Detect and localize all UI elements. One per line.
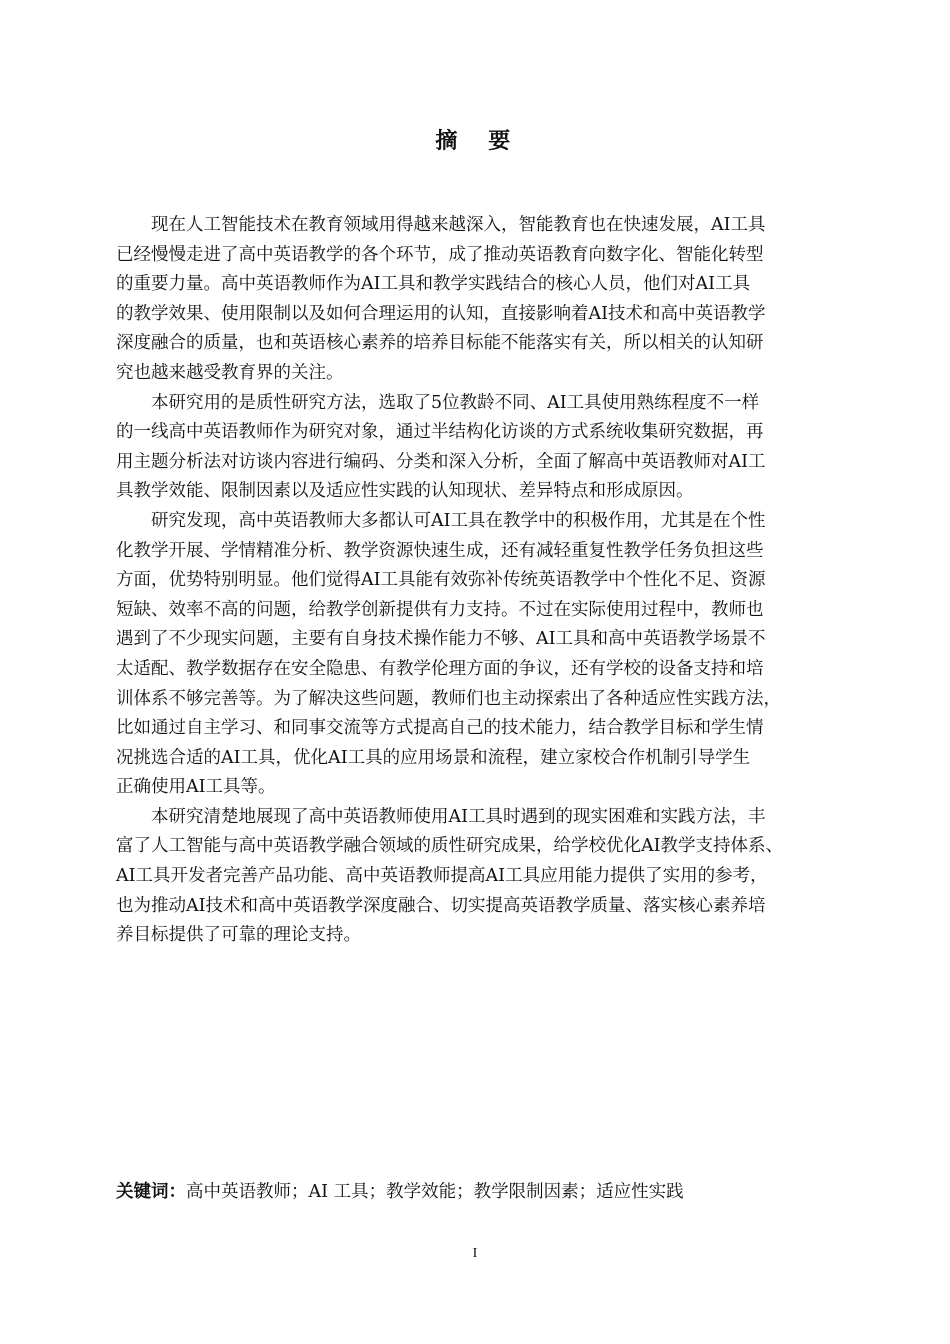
- paragraph-line: 太适配、教学数据存在安全隐患、有教学伦理方面的争议，还有学校的设备支持和培: [116, 658, 764, 679]
- abstract-paragraph: [116, 507, 836, 803]
- paragraph-line: 也为推动AI技术和高中英语教学深度融合、切实提高英语教学质量、落实核心素养培: [116, 895, 766, 916]
- abstract-paragraph: [116, 211, 836, 389]
- paragraph-line: 已经慢慢走进了高中英语教学的各个环节，成了推动英语教育向数字化、智能化转型: [116, 244, 764, 265]
- paragraph-line: 养目标提供了可靠的理论支持。: [116, 925, 361, 946]
- paragraph-line: 富了人工智能与高中英语教学融合领域的质性研究成果，给学校优化AI教学支持体系、: [116, 836, 784, 857]
- page-number: I: [472, 1246, 478, 1261]
- abstract-paragraph: [116, 389, 836, 507]
- keywords-text: 高中英语教师；AI 工具；教学效能；教学限制因素；适应性实践: [186, 1182, 684, 1202]
- keywords-label: 关键词：: [116, 1182, 186, 1202]
- paragraph-line: 正确使用AI工具等。: [116, 777, 276, 798]
- paragraph-line: 究也越来越受教育界的关注。: [116, 362, 344, 383]
- abstract-paragraph: [116, 803, 836, 951]
- paragraph-line: 化教学开展、学情精准分析、教学资源快速生成，还有减轻重复性教学任务负担这些: [116, 540, 764, 561]
- paragraph-line: 研究发现，高中英语教师大多都认可AI工具在教学中的积极作用，尤其是在个性: [151, 510, 766, 531]
- paragraph-line: 具教学效能、限制因素以及适应性实践的认知现状、差异特点和形成原因。: [116, 481, 694, 502]
- paragraph-line: AI工具开发者完善产品功能、高中英语教师提高AI工具应用能力提供了实用的参考，: [116, 866, 768, 887]
- paragraph-line: 的教学效果、使用限制以及如何合理运用的认知，直接影响着AI技术和高中英语教学: [116, 303, 766, 324]
- keywords-line: [116, 1178, 684, 1203]
- paragraph-line: 比如通过自主学习、和同事交流等方式提高自己的技术能力，结合教学目标和学生情: [116, 718, 764, 739]
- paragraph-line: 的一线高中英语教师作为研究对象，通过半结构化访谈的方式系统收集研究数据，再: [116, 422, 764, 443]
- paragraph-line: 方面，优势特别明显。他们觉得AI工具能有效弥补传统英语教学中个性化不足、资源: [116, 570, 766, 591]
- abstract-body: [116, 211, 836, 951]
- paragraph-line: 本研究用的是质性研究方法，选取了5位教龄不同、AI工具使用熟练程度不一样: [151, 392, 760, 413]
- paragraph-line: 本研究清楚地展现了高中英语教师使用AI工具时遇到的现实困难和实践方法，丰: [151, 806, 766, 827]
- paragraph-line: 用主题分析法对访谈内容进行编码、分类和深入分析，全面了解高中英语教师对AI工: [116, 451, 766, 472]
- paragraph-line: 遇到了不少现实问题，主要有自身技术操作能力不够、AI工具和高中英语教学场景不: [116, 629, 766, 650]
- paragraph-line: 深度融合的质量，也和英语核心素养的培养目标能不能落实有关，所以相关的认知研: [116, 333, 764, 354]
- paragraph-line: 现在人工智能技术在教育领域用得越来越深入，智能教育也在快速发展，AI工具: [151, 215, 766, 235]
- paragraph-line: 况挑选合适的AI工具，优化AI工具的应用场景和流程，建立家校合作机制引导学生: [116, 747, 751, 768]
- paragraph-line: 短缺、效率不高的问题，给教学创新提供有力支持。不过在实际使用过程中，教师也: [116, 599, 764, 620]
- paragraph-line: 训体系不够完善等。为了解决这些问题，教师们也主动探索出了各种适应性实践方法，: [116, 688, 781, 709]
- paragraph-line: 的重要力量。高中英语教师作为AI工具和教学实践结合的核心人员，他们对AI工具: [116, 274, 751, 295]
- page-title: 摘 要: [435, 129, 515, 154]
